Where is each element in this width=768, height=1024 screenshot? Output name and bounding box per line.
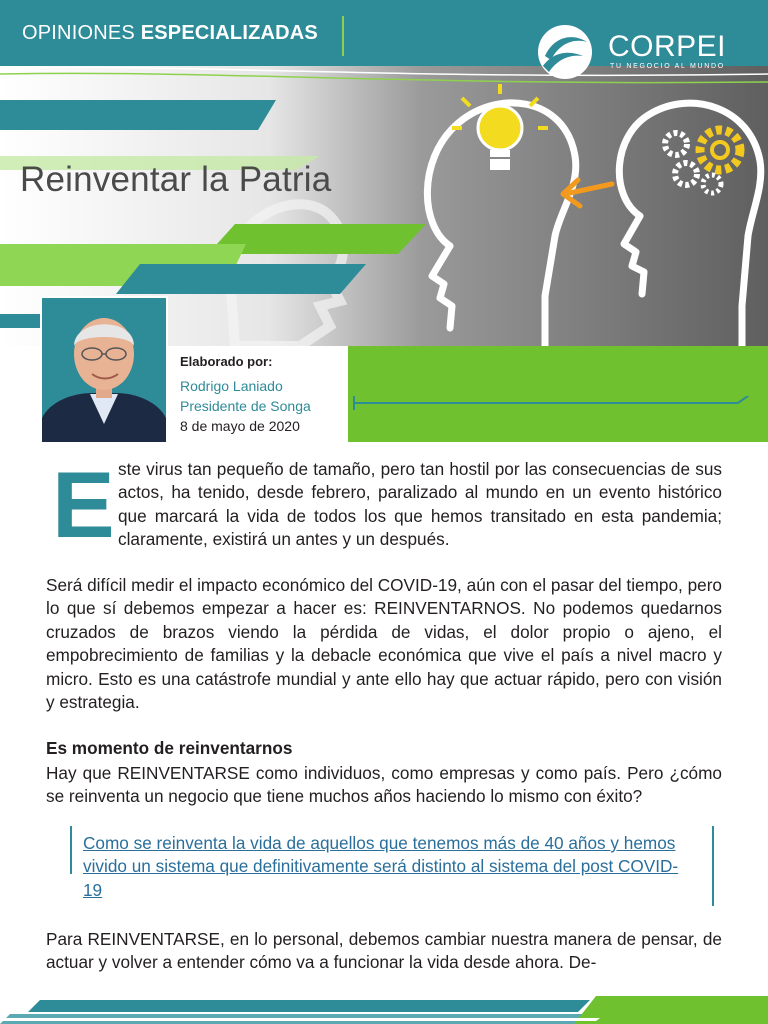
quote-border-left — [70, 826, 72, 874]
author-bracket-line — [352, 396, 768, 410]
author-photo — [40, 296, 168, 444]
header-divider — [342, 16, 344, 56]
paragraph-3: Hay que REINVENTARSE como individuos, como empresas y como país. Pero ¿cómo se reinventa un negocio que tiene muchos años haciendo lo mismo con éxito? — [46, 763, 722, 807]
pull-quote: Como se reinventa la vida de aquellos que tenemos más de 40 años y hemos vivido un sistema que definitivamente será distinto al sistema del post COVID-19 — [83, 833, 679, 900]
author-role: Presidente de Songa — [180, 398, 311, 414]
subheading: Es momento de reinventarnos — [46, 738, 293, 758]
section-label — [22, 22, 318, 45]
section-label-light: OPINIONES — [22, 22, 141, 44]
author-label: Elaborado por: — [180, 354, 273, 369]
article-title: Reinventar la Patria — [20, 160, 332, 199]
logo-tagline: TU NEGOCIO AL MUNDO — [610, 63, 725, 70]
paragraph-2: Será difícil medir el impacto económico del COVID-19, aún con el pasar del tiempo, pero lo que sí debemos empezar a hacer es: REINVENTARNOS. No podemos quedarnos cruzados de brazos viendo la pérdida de vidas, el dolor propio o ajeno, el empobrecimiento de familias y la debacle económica que vive el país a nivel macro y micro. Esto es una catástrofe mundial y ante ello hay que actuar rápido, pero con visión y estrategia. — [46, 575, 722, 713]
logo-name: CORPEI — [608, 30, 727, 63]
quote-border-right — [712, 826, 714, 906]
footer-decoration — [0, 990, 768, 1024]
publication-date: 8 de mayo de 2020 — [180, 418, 300, 434]
paragraph-4: Para REINVENTARSE, en lo personal, debemos cambiar nuestra manera de pensar, de actuar y volver a entender cómo va a funcionar la vida desde ahora. De- — [46, 929, 722, 973]
drop-cap: E — [52, 452, 115, 557]
author-name: Rodrigo Laniado — [180, 378, 283, 394]
intro-paragraph: ste virus tan pequeño de tamaño, pero tan hostil por las consecuencias de sus actos, ha tenido, desde febrero, paralizado al mundo en un evento histórico que marcará la vida de todos los que hemos transitado en esta pandemia; claramente, existirá un antes y un después. — [118, 459, 722, 550]
section-label-bold: ESPECIALIZADAS — [140, 22, 318, 44]
